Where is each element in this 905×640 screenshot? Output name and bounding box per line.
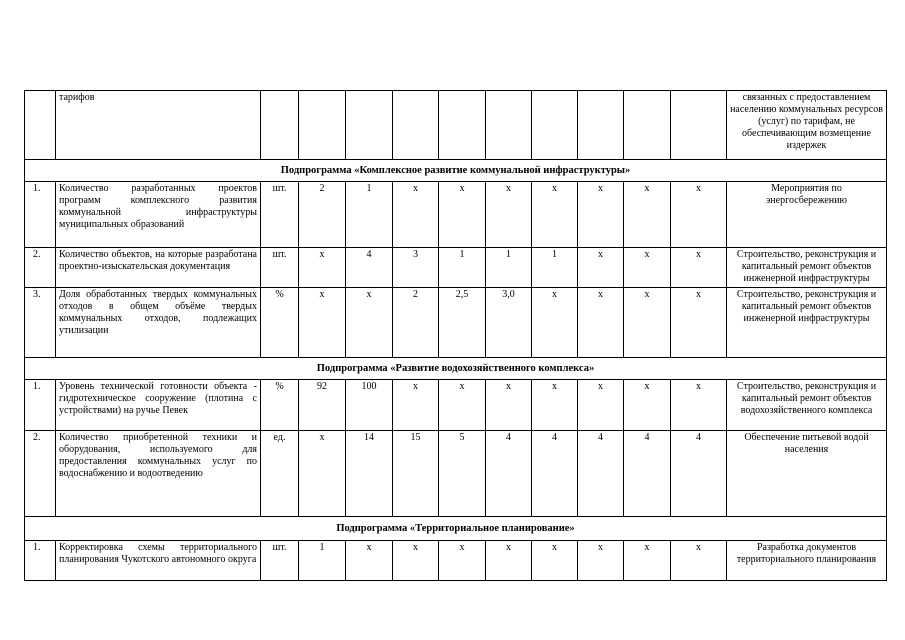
value-cell: х: [578, 288, 624, 358]
value-cell: 1: [346, 182, 393, 248]
indicator-name: Количество разработанных проектов программ комплексного развития коммунальной инфраструктуры муниципальных образований: [56, 182, 261, 248]
value-cell: [346, 91, 393, 160]
value-cell: 5: [439, 431, 486, 517]
value-cell: х: [532, 182, 578, 248]
value-cell: 100: [346, 380, 393, 431]
subprogram-title: Подпрограмма «Комплексное развитие коммунальной инфраструктуры»: [25, 160, 887, 182]
value-cell: х: [532, 288, 578, 358]
value-cell: х: [671, 288, 727, 358]
value-cell: х: [671, 541, 727, 581]
value-cell: х: [486, 182, 532, 248]
value-cell: [578, 91, 624, 160]
value-cell: 15: [393, 431, 439, 517]
unit-cell: шт.: [261, 248, 299, 288]
table-row: [25, 431, 887, 517]
subprogram-header-row: [25, 517, 887, 541]
value-cell: х: [578, 182, 624, 248]
measure-cell: Разработка документов территориального планирования: [727, 541, 887, 581]
row-number: 1.: [25, 380, 56, 431]
value-cell: х: [299, 288, 346, 358]
value-cell: 2: [299, 182, 346, 248]
value-cell: х: [346, 288, 393, 358]
measure-cell: Строительство, реконструкция и капитальный ремонт объектов инженерной инфраструктуры: [727, 248, 887, 288]
value-cell: х: [346, 541, 393, 581]
unit-cell: %: [261, 288, 299, 358]
indicator-name: Корректировка схемы территориального планирования Чукотского автономного округа: [56, 541, 261, 581]
value-cell: [671, 91, 727, 160]
value-cell: 4: [671, 431, 727, 517]
value-cell: х: [578, 380, 624, 431]
measure-cell: Обеспечение питьевой водой населения: [727, 431, 887, 517]
table-row: [25, 288, 887, 358]
value-cell: х: [486, 380, 532, 431]
value-cell: х: [439, 541, 486, 581]
table-row: [25, 380, 887, 431]
row-number: 2.: [25, 431, 56, 517]
value-cell: х: [486, 541, 532, 581]
value-cell: х: [578, 248, 624, 288]
value-cell: 1: [532, 248, 578, 288]
row-number: 2.: [25, 248, 56, 288]
unit-cell: ед.: [261, 431, 299, 517]
value-cell: х: [671, 182, 727, 248]
value-cell: [532, 91, 578, 160]
measure-cell: Строительство, реконструкция и капитальный ремонт объектов инженерной инфраструктуры: [727, 288, 887, 358]
value-cell: 14: [346, 431, 393, 517]
value-cell: 3,0: [486, 288, 532, 358]
value-cell: х: [624, 248, 671, 288]
table-row: [25, 541, 887, 581]
value-cell: 4: [346, 248, 393, 288]
value-cell: 3: [393, 248, 439, 288]
subprogram-title: Подпрограмма «Развитие водохозяйственного комплекса»: [25, 358, 887, 380]
value-cell: [393, 91, 439, 160]
indicators-table: [24, 90, 887, 581]
subprogram-header-row: [25, 358, 887, 380]
value-cell: 4: [624, 431, 671, 517]
indicator-name: Количество объектов, на которые разработана проектно-изыскательская документация: [56, 248, 261, 288]
value-cell: [486, 91, 532, 160]
subprogram-title: Подпрограмма «Территориальное планирование»: [25, 517, 887, 541]
value-cell: [299, 91, 346, 160]
value-cell: х: [624, 182, 671, 248]
row-number: 1.: [25, 541, 56, 581]
value-cell: х: [439, 380, 486, 431]
value-cell: 4: [532, 431, 578, 517]
indicator-name: тарифов: [56, 91, 261, 160]
value-cell: х: [671, 380, 727, 431]
value-cell: [624, 91, 671, 160]
row-number: 1.: [25, 182, 56, 248]
measure-cell: Строительство, реконструкция и капитальный ремонт объектов водохозяйственного комплекса: [727, 380, 887, 431]
unit-cell: шт.: [261, 541, 299, 581]
value-cell: 1: [299, 541, 346, 581]
measure-cell: связанных с предоставлением населению коммунальных ресурсов (услуг) по тарифам, не обеспечивающим возмещение издержек: [727, 91, 887, 160]
value-cell: х: [439, 182, 486, 248]
value-cell: 4: [486, 431, 532, 517]
indicator-name: Уровень технической готовности объекта - гидротехническое сооружение (плотина с устройствами) на ручье Певек: [56, 380, 261, 431]
value-cell: х: [671, 248, 727, 288]
unit-cell: %: [261, 380, 299, 431]
value-cell: 1: [486, 248, 532, 288]
row-number: [25, 91, 56, 160]
table-row: [25, 248, 887, 288]
indicator-name: Количество приобретенной техники и оборудования, используемого для предоставления коммунальных услуг по водоснабжению и водоотведению: [56, 431, 261, 517]
value-cell: х: [532, 541, 578, 581]
value-cell: 92: [299, 380, 346, 431]
value-cell: х: [299, 431, 346, 517]
value-cell: 2,5: [439, 288, 486, 358]
value-cell: х: [578, 541, 624, 581]
value-cell: х: [624, 288, 671, 358]
unit-cell: [261, 91, 299, 160]
measure-cell: Мероприятия по энергосбережению: [727, 182, 887, 248]
value-cell: х: [624, 541, 671, 581]
subprogram-header-row: [25, 160, 887, 182]
value-cell: х: [624, 380, 671, 431]
row-number: 3.: [25, 288, 56, 358]
unit-cell: шт.: [261, 182, 299, 248]
value-cell: 2: [393, 288, 439, 358]
value-cell: х: [299, 248, 346, 288]
value-cell: х: [393, 541, 439, 581]
indicator-name: Доля обработанных твердых коммунальных отходов в общем объёме твердых коммунальных отходов, подлежащих утилизации: [56, 288, 261, 358]
value-cell: х: [393, 380, 439, 431]
value-cell: 1: [439, 248, 486, 288]
table-row: [25, 91, 887, 160]
value-cell: х: [532, 380, 578, 431]
table-row: [25, 182, 887, 248]
value-cell: [439, 91, 486, 160]
value-cell: х: [393, 182, 439, 248]
value-cell: 4: [578, 431, 624, 517]
